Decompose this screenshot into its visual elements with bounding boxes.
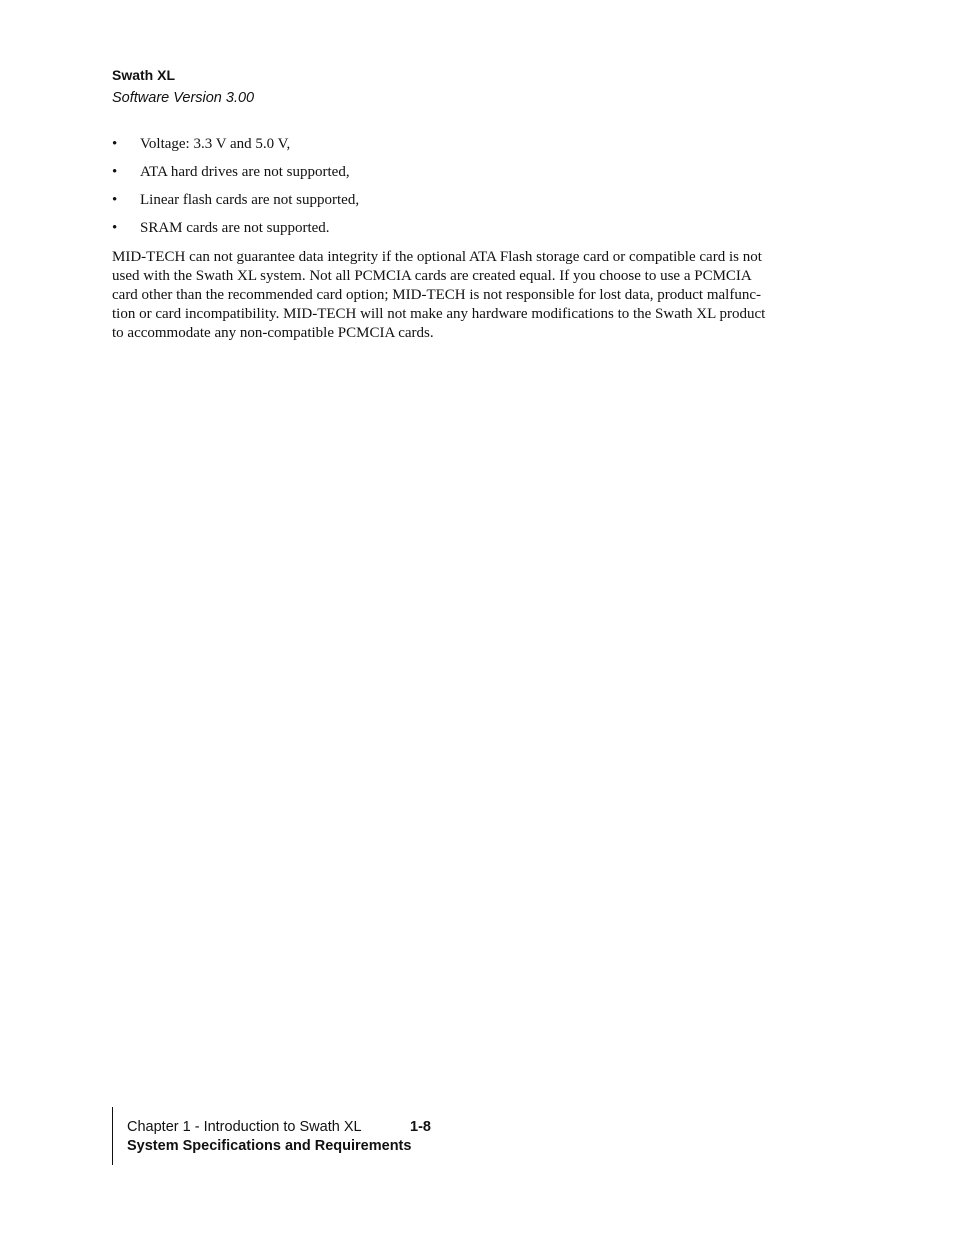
list-item-text: SRAM cards are not supported. xyxy=(140,220,330,236)
chapter-title: Chapter 1 - Introduction to Swath XL xyxy=(127,1119,362,1135)
paragraph-line: used with the Swath XL system. Not all PCMCIA cards are created equal. If you choose to use a PCMCIA xyxy=(112,268,752,284)
paragraph-line: to accommodate any non-compatible PCMCIA cards. xyxy=(112,325,434,341)
list-item-text: ATA hard drives are not supported, xyxy=(140,164,350,180)
paragraph-line: tion or card incompatibility. MID-TECH will not make any hardware modifications to the Swath XL product xyxy=(112,306,766,322)
list-item-text: Linear flash cards are not supported, xyxy=(140,192,360,208)
paragraph-line: card other than the recommended card option; MID-TECH is not responsible for lost data, product malfunc- xyxy=(112,287,761,303)
page-number: 1-8 xyxy=(410,1119,431,1135)
document-title: Swath XL xyxy=(112,67,176,83)
list-item-text: Voltage: 3.3 V and 5.0 V, xyxy=(140,136,291,152)
software-version: Software Version 3.00 xyxy=(112,90,255,106)
page-footer xyxy=(112,1107,431,1165)
section-title: System Specifications and Requirements xyxy=(127,1138,412,1154)
paragraph-line: MID-TECH can not guarantee data integrity if the optional ATA Flash storage card or compatible card is not xyxy=(112,249,762,265)
bullet-marker: • xyxy=(112,136,118,152)
page-header xyxy=(112,66,254,107)
bullet-marker: • xyxy=(112,192,118,208)
bullet-marker: • xyxy=(112,164,118,180)
compatibility-paragraph xyxy=(112,248,792,343)
bullet-marker: • xyxy=(112,220,118,236)
